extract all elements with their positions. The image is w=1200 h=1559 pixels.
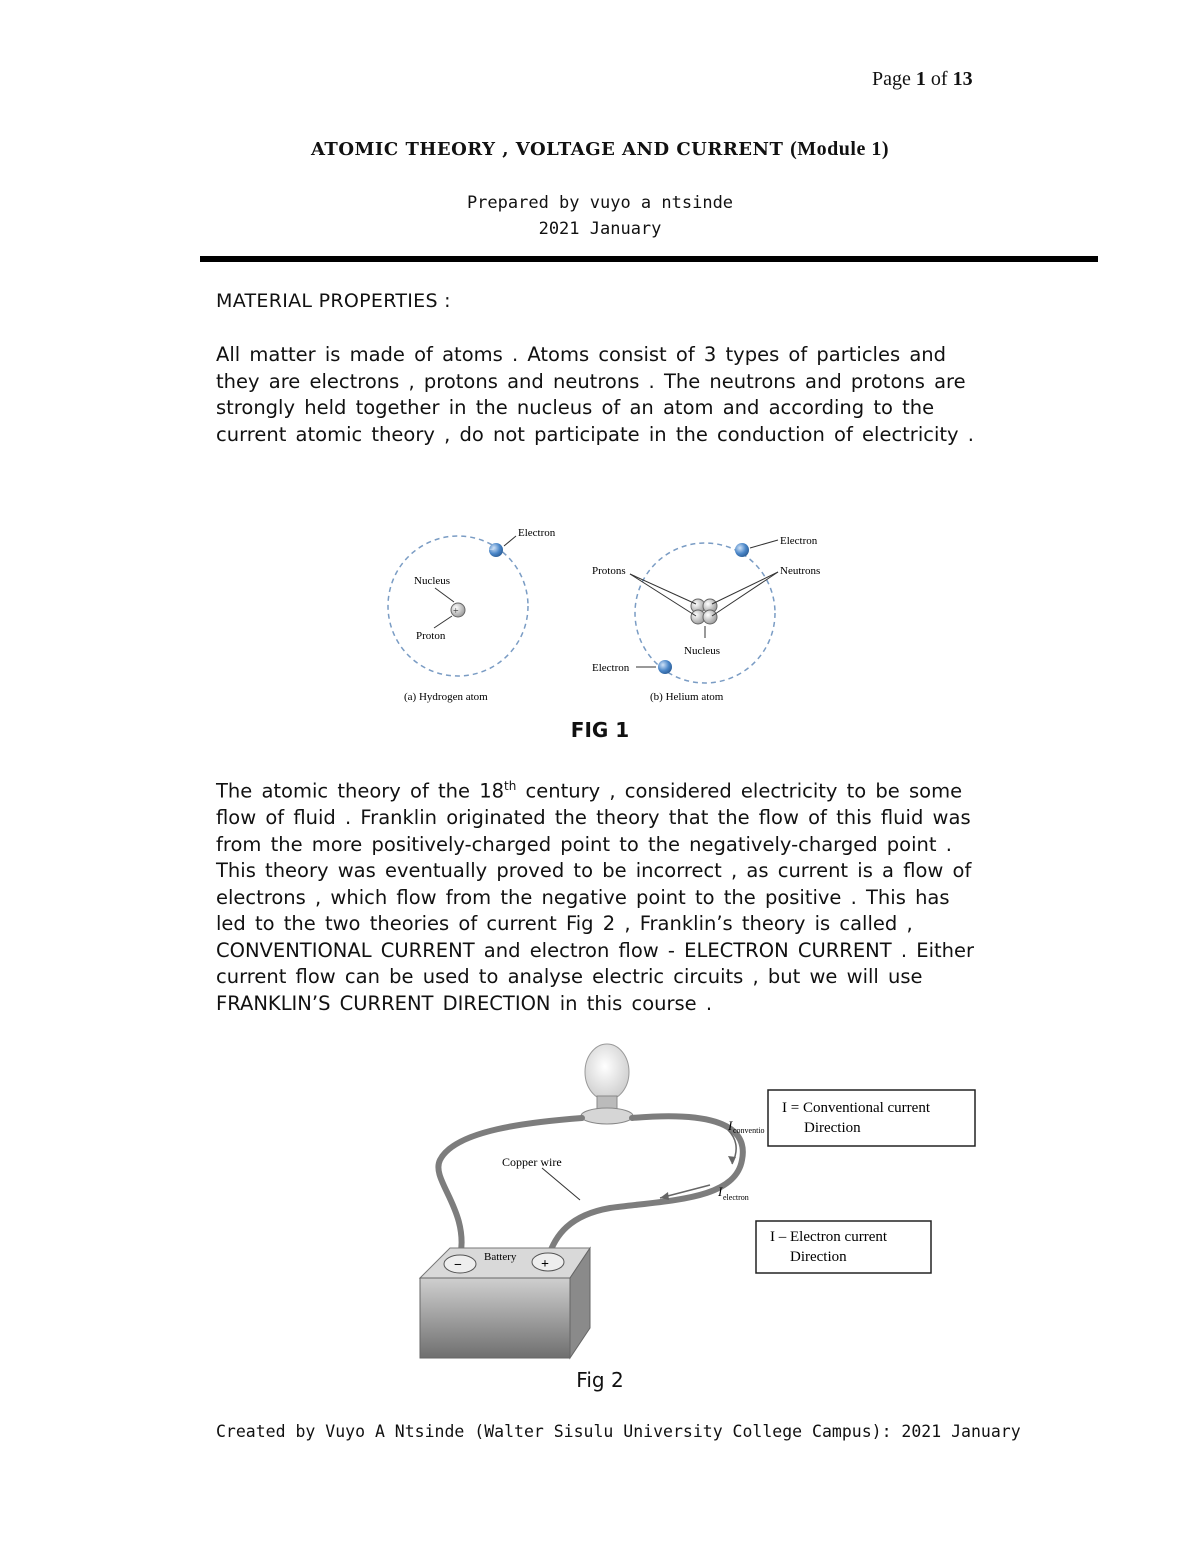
helium-electron-top (735, 543, 749, 557)
label-protons-b: Protons (592, 565, 626, 577)
page-number: Page 1 of 13 (872, 68, 973, 90)
legend-conventional-line2: Direction (804, 1120, 861, 1136)
electron-minus-sign: − (489, 544, 495, 554)
header-rule (200, 256, 1098, 262)
label-proton-a: Proton (416, 630, 446, 642)
caption-hydrogen: (a) Hydrogen atom (404, 691, 488, 703)
proton-plus-sign: + (453, 606, 459, 617)
fig1-label: FIG 1 (570, 718, 630, 742)
legend-electron-line1: I – Electron current (770, 1229, 888, 1245)
legend-electron-line2: Direction (790, 1249, 847, 1265)
fig2-label: Fig 2 (576, 1368, 624, 1392)
label-battery: Battery (484, 1251, 517, 1263)
author-block (300, 190, 900, 242)
title-module: (Module 1) (790, 138, 890, 160)
light-bulb-icon (581, 1044, 633, 1124)
battery-minus-sign: − (454, 1258, 462, 1273)
battery-icon (420, 1248, 590, 1358)
copper-wire-right (548, 1116, 743, 1258)
label-electron-a: Electron (518, 527, 556, 539)
label-i-electron: I (718, 1184, 723, 1199)
legend-box-conventional (768, 1090, 975, 1146)
battery-plus-sign: + (541, 1257, 549, 1272)
label-electron-b-bottom: Electron (592, 662, 630, 674)
paragraph-current-theory: The atomic theory of the 18th century , considered electricity to be some flow of fluid . Franklin originated the theory that the flow of this fluid was from the more positively-charged point to the negatively-charged point . This theory was eventually proved to be incorrect , as current is a flow of electrons , which flow from the negative point to the positive . This has led to the two theories of current Fig 2 , Franklin’s theory is called , CONVENTIONAL CURRENT and electron flow - ELECTRON CURRENT . Either current flow can be used to analyse electric circuits , but we will use FRANKLIN’S CURRENT DIRECTION in this course . (216, 779, 975, 1015)
label-i-conventional: I (728, 1118, 733, 1133)
label-nucleus-b: Nucleus (684, 645, 721, 657)
fig1-atoms-diagram (380, 520, 840, 710)
label-electron-b-top: Electron (780, 535, 818, 547)
label-i-electron-sub: electron (723, 1193, 749, 1202)
page-footer: Created by Vuyo A Ntsinde (Walter Sisulu University College Campus): 2021 January (216, 1422, 1021, 1441)
document-title (200, 138, 1000, 161)
helium-nucleus (691, 599, 717, 624)
caption-helium: (b) Helium atom (650, 691, 724, 703)
label-i-conventional-sub: conventio (733, 1126, 765, 1135)
label-copper-wire: Copper wire (502, 1155, 562, 1169)
title-main: ATOMIC THEORY , VOLTAGE AND CURRENT (310, 139, 784, 160)
label-neutrons-b: Neutrons (780, 565, 821, 577)
label-nucleus-a: Nucleus (414, 575, 451, 587)
helium-electron-bottom (658, 660, 672, 674)
legend-conventional-line1: I = Conventional current (782, 1100, 931, 1116)
prepared-date: 2021 January (538, 219, 662, 239)
paragraph-atoms: All matter is made of atoms . Atoms consist of 3 types of particles and they are electrons , protons and neutrons . The neutrons and protons are strongly held together in the nucleus of an atom and according to the current atomic theory , do not participate in the conduction of electricity . (216, 343, 974, 446)
section-heading: MATERIAL PROPERTIES : (216, 290, 451, 312)
prepared-by: Prepared by vuyo a ntsinde (466, 193, 734, 213)
fig2-circuit-diagram (410, 1040, 990, 1360)
